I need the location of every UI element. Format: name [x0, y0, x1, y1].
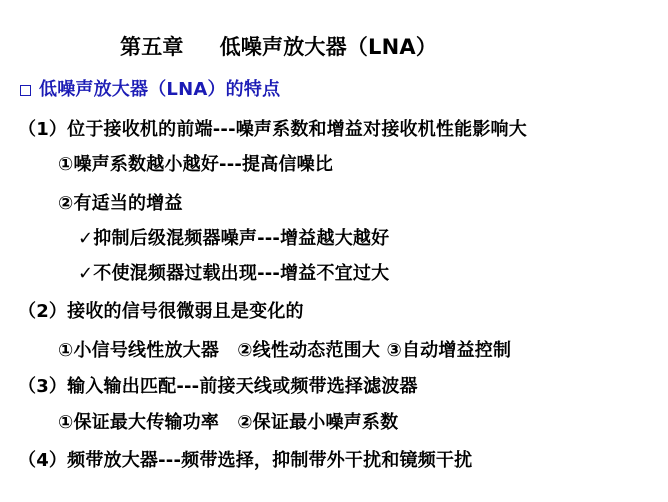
- point-1: （1）位于接收机的前端---噪声系数和增益对接收机性能影响大: [18, 119, 527, 140]
- section-heading: [20, 78, 280, 102]
- point-1-sub-1: ①噪声系数越小越好---提高信噪比: [58, 154, 334, 175]
- point-1-sub-2-check-1: ✓抑制后级混频器噪声---增益越大越好: [78, 228, 390, 249]
- point-4: （4）频带放大器---频带选择，抑制带外干扰和镜频干扰: [18, 450, 473, 471]
- section-heading-text: 低噪声放大器（LNA）的特点: [39, 79, 281, 100]
- point-3: （3）输入输出匹配---前接天线或频带选择滤波器: [18, 376, 418, 397]
- point-2: （2）接收的信号很微弱且是变化的: [18, 301, 304, 322]
- point-1-sub-2: ②有适当的增益: [58, 193, 183, 214]
- point-2-sub: ①小信号线性放大器 ②线性动态范围大 ③自动增益控制: [58, 340, 512, 361]
- page-title: [120, 33, 437, 61]
- point-3-sub: ①保证最大传输功率 ②保证最小噪声系数: [58, 412, 399, 433]
- chapter-heading: 低噪声放大器（LNA）: [219, 35, 438, 59]
- hollow-square-icon: [20, 85, 31, 96]
- point-1-sub-2-check-2: ✓不使混频器过载出现---增益不宜过大: [78, 263, 390, 284]
- chapter-label: 第五章: [120, 35, 184, 59]
